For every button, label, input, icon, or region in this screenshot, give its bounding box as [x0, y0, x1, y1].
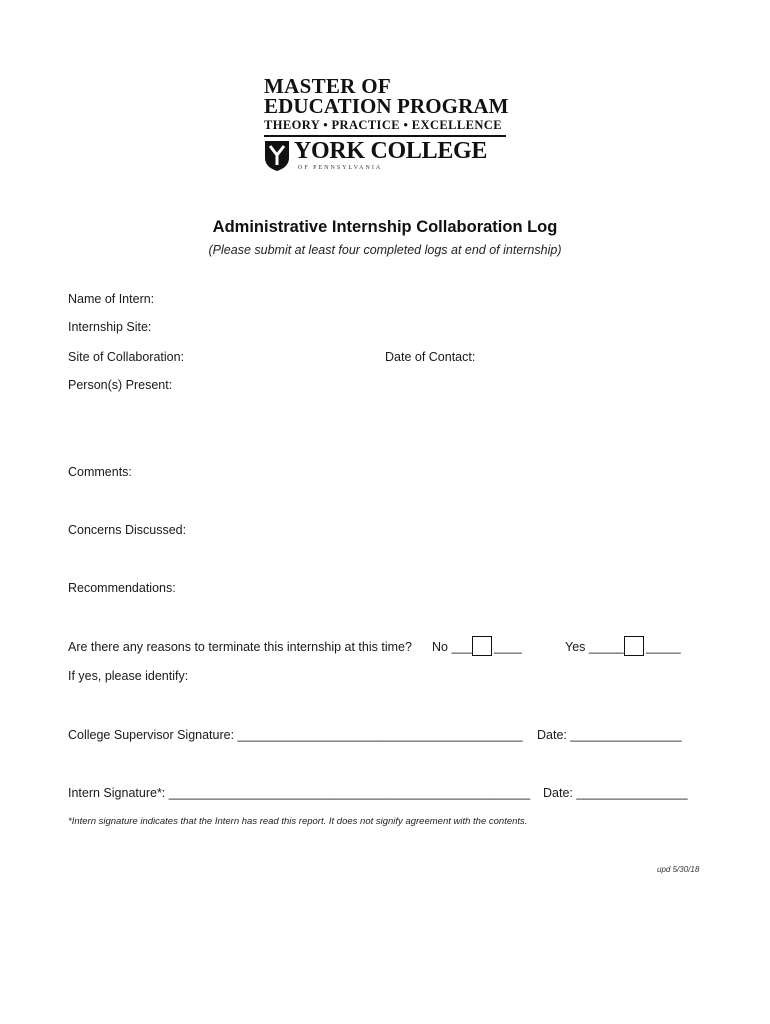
terminate-question: Are there any reasons to terminate this internship at this time?: [68, 640, 412, 654]
no-checkbox[interactable]: [472, 636, 492, 656]
no-option-trail: ____: [494, 640, 522, 654]
page-subtitle: (Please submit at least four completed logs at end of internship): [208, 243, 562, 257]
supervisor-signature-line[interactable]: College Supervisor Signature: _________________________________________: [68, 728, 523, 742]
logo-line-2: EDUCATION PROGRAM: [264, 94, 509, 118]
updated-date: upd 5/30/18: [657, 865, 700, 874]
supervisor-date-line[interactable]: Date: ________________: [537, 728, 682, 742]
internship-site-label: Internship Site:: [68, 320, 152, 334]
site-of-collaboration-label: Site of Collaboration:: [68, 350, 185, 364]
intern-signature-line[interactable]: Intern Signature*: ____________________________________________________: [68, 786, 531, 800]
yes-checkbox[interactable]: [624, 636, 644, 656]
yes-option-trail: _____: [646, 640, 681, 654]
logo-line-1: MASTER OF: [264, 74, 391, 98]
recommendations-label: Recommendations:: [68, 581, 176, 595]
comments-label: Comments:: [68, 465, 132, 479]
page-title: Administrative Internship Collaboration Log: [212, 218, 558, 236]
intern-date-line[interactable]: Date: ________________: [543, 786, 688, 800]
yes-option-label: Yes _____: [565, 640, 624, 654]
persons-present-label: Person(s) Present:: [68, 378, 173, 392]
logo-subtext: OF PENNSYLVANIA: [298, 165, 383, 171]
logo-college: YORK COLLEGE: [294, 138, 488, 164]
program-logo: [262, 74, 512, 178]
date-of-contact-label: Date of Contact:: [385, 350, 476, 364]
no-option-label: No ___: [432, 640, 473, 654]
signature-note: *Intern signature indicates that the Intern has read this report. It does not signify agreement with the contents.: [68, 816, 528, 827]
if-yes-label: If yes, please identify:: [68, 669, 189, 683]
concerns-discussed-label: Concerns Discussed:: [68, 523, 187, 537]
logo-rule: [264, 135, 506, 137]
logo-tagline: THEORY • PRACTICE • EXCELLENCE: [264, 118, 502, 132]
name-of-intern-label: Name of Intern:: [68, 292, 155, 306]
york-shield-icon: [264, 140, 290, 172]
